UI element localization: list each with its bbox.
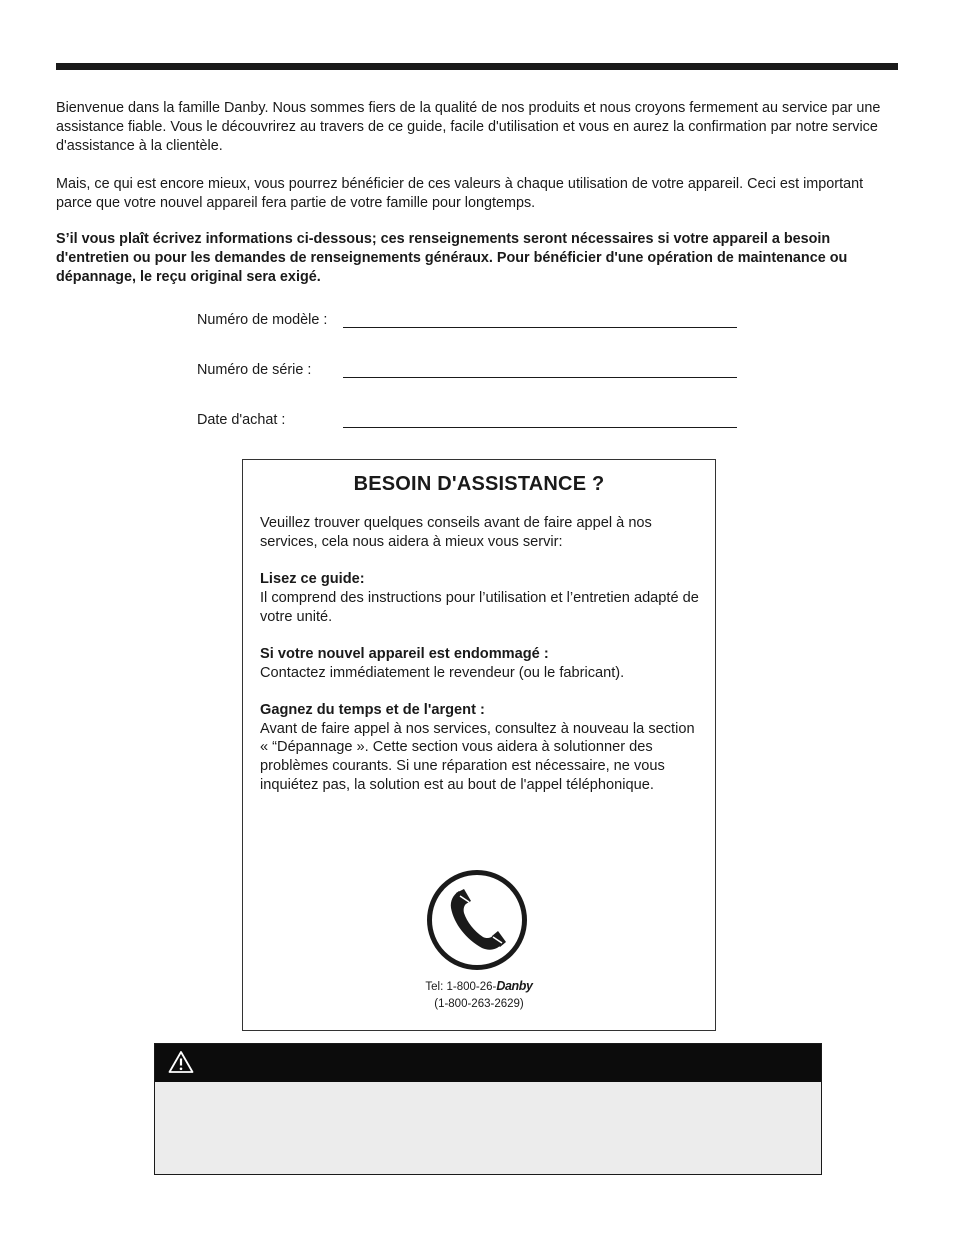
tip-damaged-title: Si votre nouvel appareil est endommagé : — [260, 645, 549, 662]
tip-damaged — [260, 645, 700, 682]
tip-read-guide — [260, 570, 700, 626]
intro-paragraph-2: Mais, ce qui est encore mieux, vous pourrez bénéficier de ces valeurs à chaque utilisation de votre appareil. Ceci est important parce que votre nouvel appareil fera partie de votre famille pour longtemps. — [56, 176, 864, 211]
tip-save-time-text: Avant de faire appel à nos services, consultez à nouveau la section « “Dépannage ». Cette section vous aidera à solutionner des problèmes courants. Si une réparation est nécessaire, ne vous inquiétez pas, la solution est au bout de l'appel téléphonique. — [260, 720, 695, 793]
serial-number-label: Numéro de série : — [197, 362, 312, 378]
serial-number-line[interactable] — [343, 377, 737, 378]
model-number-line[interactable] — [343, 327, 737, 328]
tip-save-time-title: Gagnez du temps et de l'argent : — [260, 701, 485, 718]
tel-prefix: Tel: 1-800-26- — [425, 981, 497, 993]
tip-save-time — [260, 701, 700, 795]
model-number-field[interactable] — [197, 311, 737, 333]
tel-number: (1-800-263-2629) — [434, 998, 524, 1010]
warning-panel — [154, 1043, 822, 1175]
phone-icon — [426, 869, 528, 971]
purchase-date-line[interactable] — [343, 427, 737, 428]
serial-number-field[interactable] — [197, 361, 737, 383]
assistance-title: BESOIN D'ASSISTANCE ? — [353, 473, 605, 495]
header-rule — [56, 63, 898, 70]
tip-damaged-text: Contactez immédiatement le revendeur (ou le fabricant). — [260, 664, 625, 681]
phone-contact — [243, 978, 715, 1013]
purchase-date-label: Date d'achat : — [197, 412, 286, 428]
tip-read-guide-title: Lisez ce guide: — [260, 571, 365, 588]
assistance-body — [260, 514, 700, 813]
danby-logo: Danby — [496, 979, 533, 993]
intro-paragraph-3: S’il vous plaît écrivez informations ci-dessous; ces renseignements seront nécessaires si votre appareil a besoin d'entretien ou pour les demandes de renseignements généraux. Pour bénéficier d'une opération de maintenance ou dépannage, le reçu original sera exigé. — [56, 231, 848, 285]
model-number-label: Numéro de modèle : — [197, 312, 328, 328]
warning-triangle-icon — [168, 1050, 194, 1074]
purchase-date-field[interactable] — [197, 411, 737, 433]
intro-paragraph-1: Bienvenue dans la famille Danby. Nous sommes fiers de la qualité de nos produits et nous croyons fermement au service par une assistance fiable. Vous le découvrirez au travers de ce guide, facile d'utilisation et vous en aurez la confirmation par notre service d'assistance à la clientèle. — [56, 100, 881, 154]
assistance-intro: Veuillez trouver quelques conseils avant de faire appel à nos services, cela nous aidera à mieux vous servir: — [260, 515, 652, 550]
warning-header — [155, 1044, 821, 1082]
tip-read-guide-text: Il comprend des instructions pour l’utilisation et l’entretien adapté de votre unité. — [260, 589, 699, 625]
assistance-box — [242, 459, 716, 1031]
